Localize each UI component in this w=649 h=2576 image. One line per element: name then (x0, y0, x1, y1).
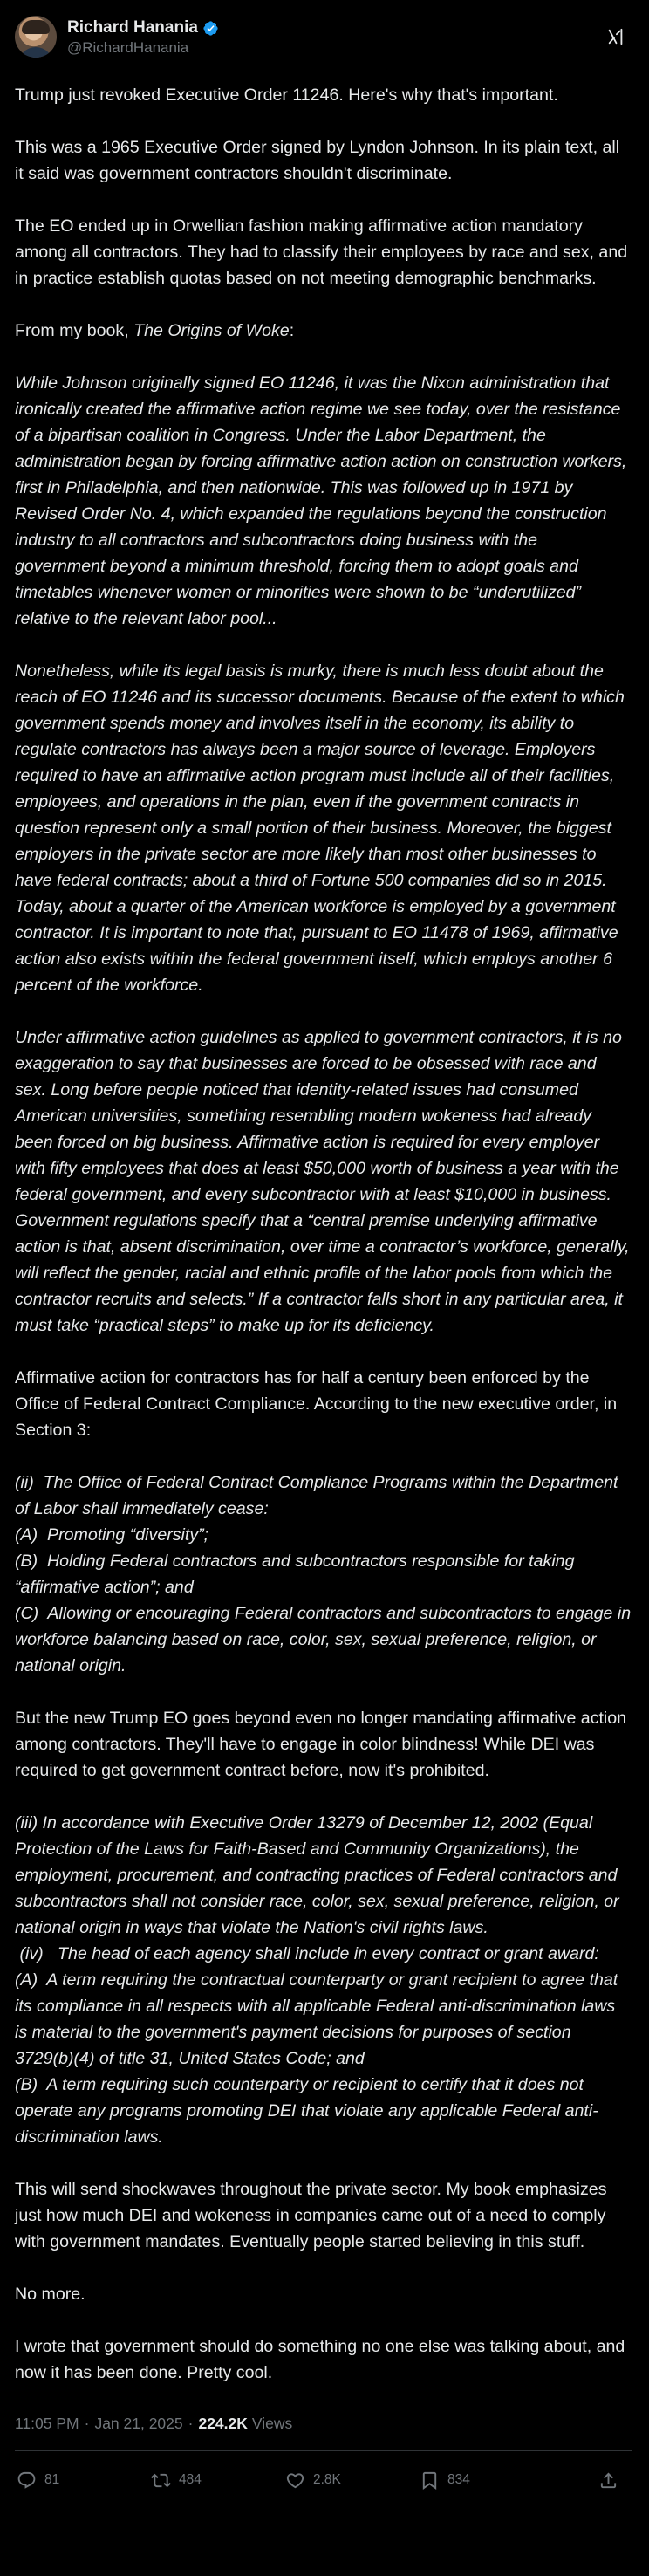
meta-separator: · (188, 2415, 194, 2432)
tweet-paragraph-intro: Trump just revoked Executive Order 11246. Here's why that's important. (15, 86, 558, 105)
book-quote-1: While Johnson originally signed EO 11246, it was the Nixon administration that ironically created the affirmative action regime we see today, over the resistance of a bipartisan coalition in Congress. Under the Labor Department, the administration began by forcing affirmative action action on construction workers, first in Philadelphia, and then nationwide. This was followed up in 1971 by Revised Order No. 4, which expanded the regulations beyond the construction industry to all contractors and subcontractors doing business with the government beyond a minimum threshold, forcing them to adopt goals and timetables whenever women or minorities were shown to be “underutilized” relative to the relevant labor pool... (15, 373, 632, 628)
reply-icon (17, 2470, 37, 2490)
eo-quote-section-ii: (ii) The Office of Federal Contract Compliance Programs within the Department of Labor shall immediately cease: (A) Promoting “diversity”; (B) Holding Federal contractors and subcontractors responsible for taking “affirmative action”; and (C) Allowing or encouraging Federal contractors and subcontractors to engage in workforce balancing based on race, color, sex, sexual preference, religion, or national origin. (15, 1473, 632, 1675)
name-row (67, 18, 605, 38)
heart-icon (285, 2470, 305, 2490)
share-button[interactable] (598, 2470, 626, 2490)
tweet-paragraph-shockwaves: This will send shockwaves throughout the private sector. My book emphasizes just how much DEI and wokeness in companies came out of a need to comply with government mandates. Eventually people started believing in this stuff. (15, 2180, 611, 2251)
avatar-hair (22, 20, 50, 34)
book-title: The Origins of Woke (133, 321, 290, 340)
tweet-paragraph-ofccp: Affirmative action for contractors has for half a century been enforced by the Office of Federal Contract Compliance. According to the new executive order, in Section 3: (15, 1368, 622, 1440)
like-count: 2.8K (313, 2472, 341, 2487)
book-quote-3: Under affirmative action guidelines as applied to government contractors, it is no exaggeration to say that businesses are forced to be obsessed with race and sex. Long before people noticed that identity-related issues had consumed American universities, something resembling modern wokeness had already been forced on big business. Affirmative action is required for every employer with fifty employees that does at least $50,000 worth of business a year with the federal government, and every subcontractor with at least $10,000 in business. Government regulations specify that a “central premise underlying affirmative action is that, absent discrimination, over time a contractor’s workforce, generally, will reflect the gender, racial and ethnic profile of the labor pools from which the contractor recruits and selects.” If a contractor falls short in any particular area, it must take “practical steps” to make up for its deficiency. (15, 1028, 635, 1335)
avatar-shoulders (18, 47, 53, 58)
tweet-time[interactable]: 11:05 PM (15, 2415, 79, 2432)
book-intro-suffix: : (289, 321, 295, 340)
like-button[interactable] (285, 2470, 420, 2490)
book-intro-prefix: From my book, (15, 321, 134, 340)
reply-button[interactable] (17, 2470, 151, 2490)
repost-icon (151, 2470, 171, 2490)
tweet-date[interactable]: Jan 21, 2025 (94, 2415, 183, 2432)
grok-icon[interactable] (605, 26, 626, 47)
tweet-paragraph-conclusion: I wrote that government should do something no one else was talking about, and now it has been done. Pretty cool. (15, 2337, 630, 2382)
views-label: Views (251, 2415, 293, 2432)
tweet-paragraph-orwellian: The EO ended up in Orwellian fashion making affirmative action mandatory among all contractors. They had to classify their employees by race and sex, and in practice establish quotas based on not meeting demographic benchmarks. (15, 216, 632, 288)
eo-quote-section-iii-iv: (iii) In accordance with Executive Order 13279 of December 12, 2002 (Equal Protection of the Laws for Faith-Based and Community Organizations), the employment, procurement, and contracting practices of Federal contractors and subcontractors shall not consider race, color, sex, sexual preference, religion, or national origin in ways that violate the Nation's civil rights laws. (iv) The head of each agency shall include in every contract or grant award: (A) A term requiring the contractual counterparty or grant recipient to agree that its compliance in all respects with all applicable Federal anti-discrimination laws is material to the government's payment decisions for purposes of section 3729(b)(4) of title 31, United States Code; and (B) A term requiring such counterparty or recipient to certify that it does not operate any programs promoting DEI that violate any applicable Federal anti-discrimination laws. (15, 1813, 619, 2147)
verified-badge-icon (202, 20, 219, 37)
book-quote-2: Nonetheless, while its legal basis is murky, there is much less doubt about the reach of EO 11246 and its successor documents. Because of the extent to which government spends money and involves itself in the economy, its ability to regulate contractors has always been a major source of leverage. Employers required to have an affirmative action program must include all of their facilities, employees, and operations in the plan, even if the government contracts in question represent only a small portion of their business. Moreover, the biggest employers in the private sector are more likely than most other businesses to have federal contracts; about a third of Fortune 500 companies did so in 2015. Today, about a quarter of the American workforce is employed by a government contractor. It is important to note that, pursuant to EO 11478 of 1969, affirmative action also exists within the federal government itself, which employs another 6 percent of the workforce. (15, 661, 630, 995)
avatar[interactable] (15, 16, 57, 58)
display-name[interactable]: Richard Hanania (67, 18, 198, 37)
tweet-header (15, 16, 632, 70)
views-count[interactable]: 224.2K (198, 2415, 248, 2432)
user-block (67, 16, 605, 58)
tweet-body (15, 82, 635, 2386)
bookmark-button[interactable] (420, 2470, 554, 2490)
bookmark-count: 834 (447, 2472, 470, 2487)
share-icon (598, 2470, 618, 2490)
action-bar (15, 2451, 632, 2509)
repost-count: 484 (179, 2472, 202, 2487)
tweet-meta (15, 2413, 632, 2434)
bookmark-icon (420, 2470, 440, 2490)
tweet-paragraph-no-more: No more. (15, 2285, 85, 2304)
repost-button[interactable] (151, 2470, 285, 2490)
tweet-paragraph-history: This was a 1965 Executive Order signed by Lyndon Johnson. In its plain text, all it said was government contractors shouldn't discriminate. (15, 138, 625, 183)
tweet-paragraph-color-blindness: But the new Trump EO goes beyond even no longer mandating affirmative action among contractors. They'll have to engage in color blindness! While DEI was required to get government contract before, now it's prohibited. (15, 1709, 632, 1780)
tweet-paragraph-book-intro (15, 318, 632, 344)
reply-count: 81 (44, 2472, 60, 2487)
meta-separator: · (84, 2415, 90, 2432)
user-handle[interactable]: @RichardHanania (67, 39, 189, 56)
